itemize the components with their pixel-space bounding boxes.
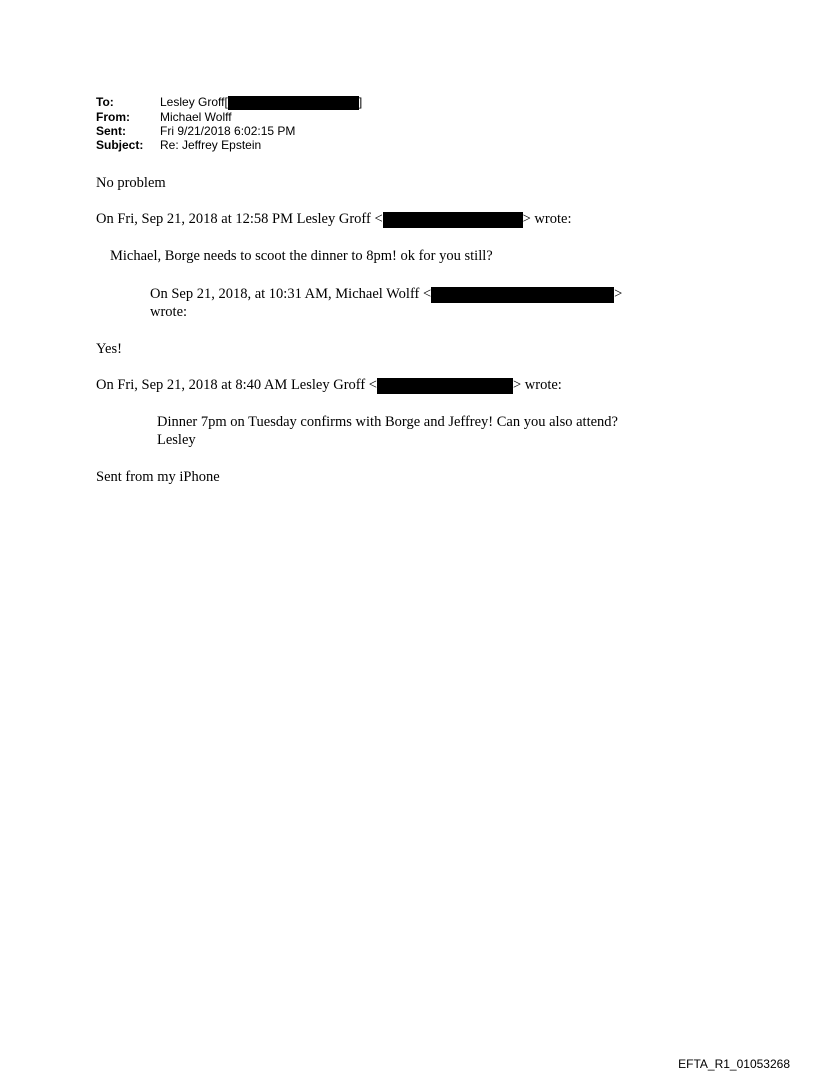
to-close: ] bbox=[358, 95, 363, 109]
quote-2-wrote: wrote: bbox=[150, 304, 188, 320]
reply-1: No problem bbox=[96, 175, 166, 191]
subject-row bbox=[96, 138, 362, 152]
document-id: EFTA_R1_01053268 bbox=[678, 1057, 790, 1071]
redaction-box bbox=[383, 212, 523, 228]
quote-1-suffix: > wrote: bbox=[522, 211, 572, 227]
subject-label: Subject: bbox=[96, 137, 144, 152]
message-2-line-2: Lesley bbox=[157, 432, 196, 448]
quote-1-prefix: On Fri, Sep 21, 2018 at 12:58 PM Lesley Groff < bbox=[96, 211, 383, 227]
quote-3-attribution bbox=[96, 376, 562, 394]
sent-value: Fri 9/21/2018 6:02:15 PM bbox=[160, 123, 296, 138]
redaction-box bbox=[377, 378, 513, 394]
to-name: Lesley Groff[ bbox=[160, 95, 228, 109]
from-value: Michael Wolff bbox=[160, 109, 232, 124]
quote-1-attribution bbox=[96, 210, 571, 228]
sent-label: Sent: bbox=[96, 123, 126, 138]
message-2-line-1: Dinner 7pm on Tuesday confirms with Borge and Jeffrey! Can you also attend? bbox=[157, 414, 618, 430]
to-row bbox=[96, 95, 362, 110]
quote-2-suffix: > bbox=[614, 286, 623, 302]
reply-2: Yes! bbox=[96, 341, 122, 357]
sent-row bbox=[96, 124, 362, 138]
quote-3-prefix: On Fri, Sep 21, 2018 at 8:40 AM Lesley Groff < bbox=[96, 377, 377, 393]
to-value bbox=[160, 95, 362, 110]
email-header bbox=[96, 95, 362, 152]
subject-value: Re: Jeffrey Epstein bbox=[160, 137, 262, 152]
from-row bbox=[96, 110, 362, 124]
to-label: To: bbox=[96, 95, 114, 109]
quote-3-suffix: > wrote: bbox=[512, 377, 562, 393]
signature: Sent from my iPhone bbox=[96, 469, 220, 485]
quote-2-attribution bbox=[150, 285, 622, 303]
quote-2-prefix: On Sep 21, 2018, at 10:31 AM, Michael Wolff < bbox=[150, 286, 432, 302]
from-label: From: bbox=[96, 109, 130, 124]
redaction-box bbox=[228, 96, 359, 110]
redaction-box bbox=[431, 287, 614, 303]
message-1: Michael, Borge needs to scoot the dinner to 8pm! ok for you still? bbox=[110, 248, 493, 264]
